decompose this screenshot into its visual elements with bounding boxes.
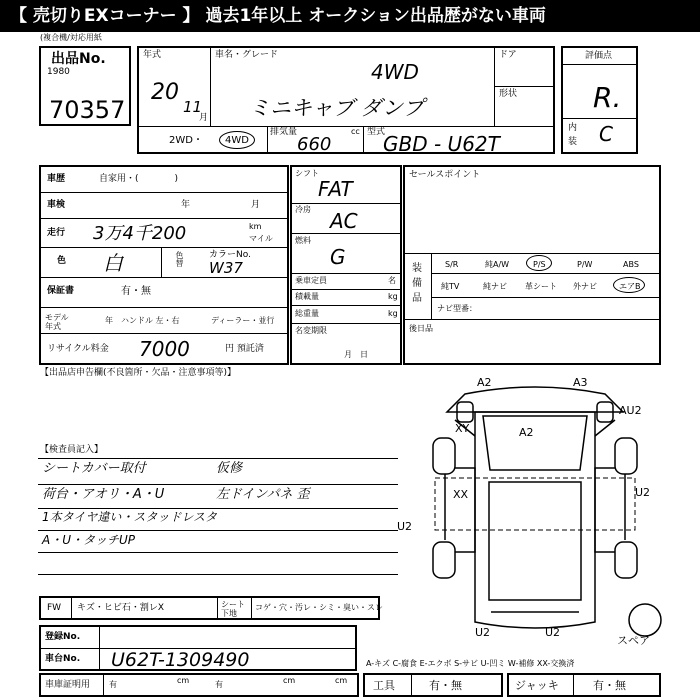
inspector-line-4: A・U・タッチUP: [42, 533, 136, 547]
header-box: [137, 46, 555, 154]
color-sub: 色替: [175, 251, 184, 267]
wheel-front-left: [433, 438, 455, 474]
inspector-right-1: 仮修: [216, 461, 243, 476]
reg-box: [39, 625, 357, 671]
top-note: (複合機/対応用紙: [40, 33, 102, 42]
tool-label: 工具: [373, 679, 395, 692]
damage-legend: A-キズ C-腐食 E-エクボ S-サビ U-凹ミ W-補修 XX-交換済: [366, 659, 575, 668]
equip-navi: 純ナビ: [483, 282, 507, 291]
car-diagram: [395, 372, 695, 647]
inspector-line-1: シートカバー取付: [42, 461, 146, 476]
lot-small: 1980: [47, 67, 70, 77]
ac-label: 冷房: [295, 205, 311, 214]
mile-unit: マイル: [249, 234, 273, 243]
lot-label: 出品No.: [51, 51, 106, 67]
ps-circle: [526, 255, 552, 271]
inspector-line-2: 荷台・アオリ・A・U: [42, 487, 165, 502]
pillar-lines: [455, 420, 615, 436]
exhibitor-label: 【出品店申告欄(不良箇所・欠品・注意事項等)】: [40, 368, 237, 378]
inspection-month: 月: [251, 200, 261, 210]
car-name: ミニキャブ ダンプ: [249, 96, 424, 120]
recycle-value: 7000: [139, 337, 190, 361]
sales-box: [403, 165, 661, 365]
sales-point-label: セールスポイント: [409, 170, 481, 180]
gross-unit: kg: [388, 309, 398, 318]
reg-label: 登録No.: [45, 632, 81, 642]
mileage-label: 走行: [47, 228, 66, 238]
history-label: 車歴: [47, 174, 66, 184]
door-label: ドア: [499, 50, 517, 60]
model-year-suffix: 年: [105, 316, 113, 325]
bed-outline: [489, 482, 581, 600]
garage-cm-2: cm: [283, 676, 296, 685]
mark-xx: XX: [453, 488, 469, 501]
body-sides: [455, 468, 615, 552]
fuel-label: 燃料: [295, 236, 311, 245]
year-value: 20: [151, 80, 179, 105]
garage-cm-1: cm: [177, 676, 190, 685]
mark-au2: AU2: [619, 404, 642, 417]
load-unit: kg: [388, 292, 398, 301]
km-unit: km: [249, 222, 262, 231]
eval-box: [561, 46, 638, 154]
mark-a2-bed: A2: [519, 426, 534, 439]
equip-pw: P/W: [577, 260, 593, 269]
inspection-label: 車検: [47, 200, 66, 210]
name-label: 車名・グレード: [215, 50, 279, 60]
dealer: ディーラー・並行: [211, 316, 275, 325]
recycle-suffix: 円 預託済: [225, 344, 264, 354]
equip-aw: 純A/W: [485, 260, 510, 269]
fw-seat: シート下地: [221, 600, 245, 618]
model-year-label: モデル年式: [45, 313, 69, 331]
inspector-right-2: 左ドインパネ 歪: [216, 487, 310, 502]
name-change-label: 名変期限: [295, 326, 327, 335]
load-label: 積載量: [295, 292, 319, 301]
chassis-label: 車台No.: [45, 654, 81, 664]
mark-u2-rear-right: U2: [545, 626, 561, 639]
mark-u2-right: U2: [635, 486, 651, 499]
chassis-value: U62T-1309490: [111, 649, 250, 671]
history-value: 自家用・( ): [99, 174, 179, 184]
recycle-label: リサイクル料金: [47, 344, 109, 354]
model-label: 型式: [367, 127, 386, 137]
garage-label: 車庫証明用: [45, 680, 91, 690]
cab-outline: [475, 412, 595, 628]
shift-value: FAT: [318, 177, 353, 201]
grade-value: 4WD: [371, 60, 419, 84]
handle: ハンドル 左・右: [121, 316, 180, 325]
shift-box: [290, 165, 402, 365]
cap-unit: 名: [388, 276, 396, 285]
shift-label: シフト: [295, 169, 319, 178]
equip-abs: ABS: [623, 260, 639, 269]
interior-label2: 装: [568, 137, 578, 147]
fw-damage: コゲ・穴・汚レ・シミ・臭い・スレ: [255, 603, 383, 612]
jack-value: 有・無: [593, 679, 626, 692]
history-box: [39, 165, 289, 365]
damage-zone: [435, 478, 635, 530]
mark-u2-rear-left: U2: [475, 626, 491, 639]
equip-leather: 革シート: [525, 282, 557, 291]
color-value: 白: [103, 251, 123, 275]
eval-value: R.: [593, 81, 622, 114]
equip-airbag: エアB: [619, 282, 641, 291]
month-suffix: 月: [199, 113, 209, 123]
mark-a3: A3: [573, 376, 588, 389]
lot-number: 70357: [49, 96, 126, 124]
equip-label: 装備品: [412, 263, 422, 304]
fw-label: FW: [47, 603, 62, 613]
year-label: 年式: [143, 50, 162, 60]
eval-label: 評価点: [585, 51, 613, 61]
mark-u2-left: U2: [397, 520, 413, 533]
tool-value: 有・無: [429, 679, 462, 692]
jack-row: [507, 673, 661, 697]
drive-label: 2WD・: [169, 135, 203, 146]
inspection-year: 年: [181, 200, 191, 210]
disp-unit: cc: [351, 127, 360, 136]
wheel-rear-left: [433, 542, 455, 578]
navi-model-label: ナビ型番：: [437, 304, 477, 313]
spare-label: スペア: [617, 634, 650, 647]
interior-value: C: [599, 122, 613, 146]
garage-ha-1: 有: [109, 680, 117, 689]
inspector-label: 【検査員記入】: [40, 445, 104, 455]
interior-label1: 内: [568, 123, 578, 133]
equip-sr: S/R: [445, 260, 459, 269]
equip-extnavi: 外ナビ: [573, 282, 597, 291]
cap-label: 乗車定員: [295, 276, 327, 285]
mark-a2-top: A2: [477, 376, 492, 389]
banner: 【 売切りEXコーナー 】 過去1年以上 オークション出品歴がない車両: [0, 0, 700, 32]
spare-tire: [629, 604, 661, 636]
fw-scratch: キズ・ヒビ石・割レX: [77, 603, 164, 613]
garage-cm-3: cm: [335, 676, 348, 685]
mark-xy: XY: [455, 422, 470, 435]
model-value: GBD - U62T: [383, 132, 500, 156]
gross-label: 総重量: [295, 309, 319, 318]
jack-label: ジャッキ: [515, 679, 559, 692]
color-label: 色: [57, 256, 67, 266]
windshield: [483, 416, 587, 470]
name-change-value: 月 日: [344, 350, 368, 359]
warranty-value: 有・無: [121, 286, 151, 297]
disp-label: 排気量: [270, 127, 298, 137]
garage-row: [39, 673, 359, 697]
fw-row: [39, 596, 383, 620]
equip-tv: 純TV: [441, 282, 460, 291]
wheel-front-right: [615, 438, 637, 474]
warranty-label: 保証書: [47, 286, 75, 296]
month-value: 11: [183, 98, 203, 116]
disp-value: 660: [297, 134, 332, 155]
tool-row: [363, 673, 503, 697]
airbag-circle: [613, 277, 645, 293]
lot-box: [39, 46, 131, 126]
mileage-value: 3万4千200: [93, 223, 187, 244]
later-label: 後日品: [409, 324, 433, 333]
garage-ha-2: 有: [215, 680, 223, 689]
shape-label: 形状: [499, 89, 518, 99]
fuel-value: G: [330, 245, 346, 269]
color-code-label: カラーNo.: [209, 250, 251, 260]
wheel-rear-right: [615, 542, 637, 578]
equip-ps: P/S: [533, 260, 546, 269]
drive-circled: 4WD: [225, 135, 249, 146]
ac-value: AC: [330, 209, 358, 233]
color-code: W37: [209, 259, 243, 277]
inspector-line-3: 1本タイヤ違い・スタッドレスタ: [42, 510, 218, 524]
